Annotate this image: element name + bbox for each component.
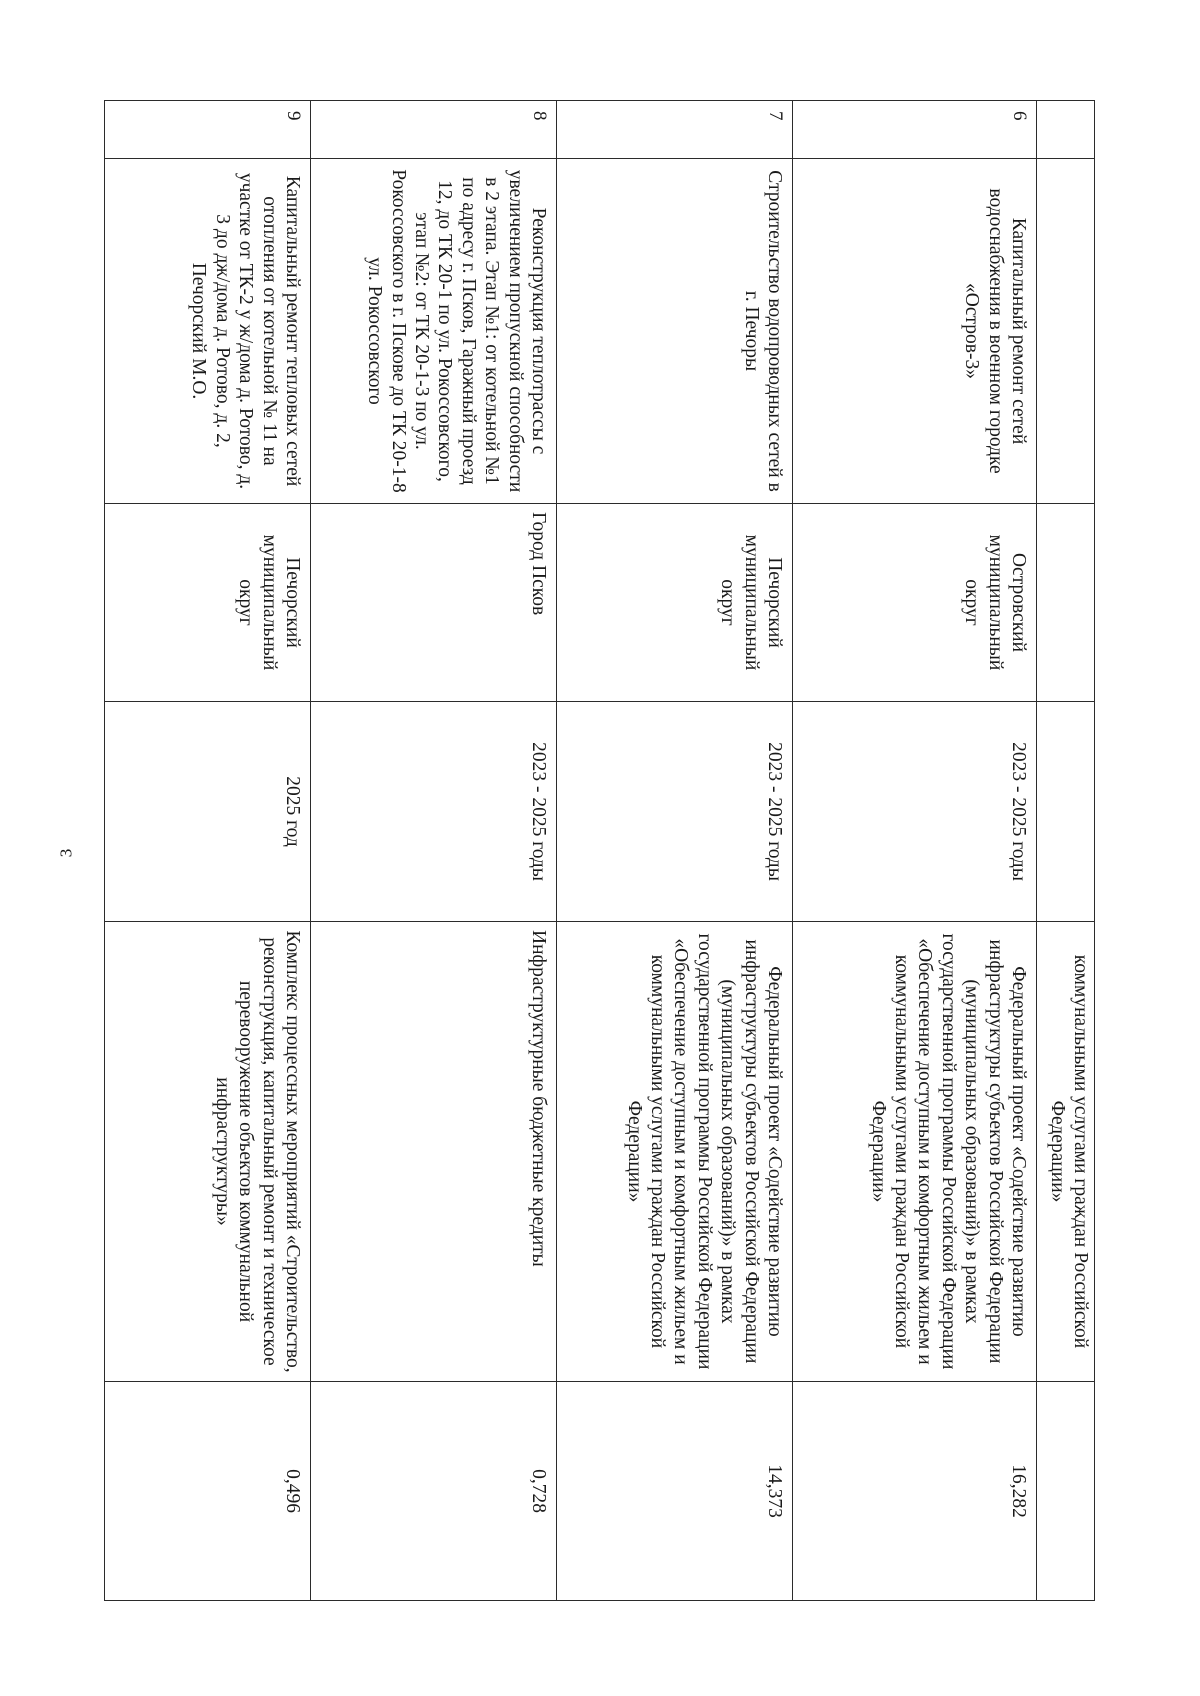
table-row bbox=[105, 101, 311, 1601]
cell-num: 9 bbox=[105, 101, 311, 159]
cell-num bbox=[1037, 101, 1095, 159]
cell-years: 2023 - 2025 годы bbox=[557, 702, 793, 922]
cell-num: 8 bbox=[311, 101, 557, 159]
cell-funding-source: Инфраструктурные бюджетные кредиты bbox=[311, 922, 557, 1382]
cell-num: 6 bbox=[793, 101, 1037, 159]
cell-name: Реконструкция теплотрассы с увеличением пропускной способности в 2 этапа. Этап №1: от котельной №1 по адресу г. Псков, Гаражный проезд 12, до ТК 20-1 по ул. Рокоссовского, этап №2: от ТК 20-1-3 по ул. Рокоссовского в г. Пскове до ТК 20-1-8 ул. Рокоссовского bbox=[311, 159, 557, 504]
cell-value: 16,282 bbox=[793, 1382, 1037, 1601]
cell-years bbox=[1037, 702, 1095, 922]
table-row bbox=[793, 101, 1037, 1601]
cell-years: 2023 - 2025 годы bbox=[311, 702, 557, 922]
rotated-table-container bbox=[105, 100, 1095, 1600]
cell-municipality: Город Псков bbox=[311, 504, 557, 702]
cell-funding-source: Федеральный проект «Содействие развитию инфраструктуры субъектов Российской Федерации (муниципальных образований)» в рамках государственной программы Российской Федерации «Обеспечение доступным и комфортным жильем и коммунальными услугами граждан Российской Федерации» bbox=[793, 922, 1037, 1382]
cell-value: 0,728 bbox=[311, 1382, 557, 1601]
cell-years: 2023 - 2025 годы bbox=[793, 702, 1037, 922]
cell-municipality: Островский муниципальный округ bbox=[793, 504, 1037, 702]
cell-name bbox=[1037, 159, 1095, 504]
cell-name: Капитальный ремонт тепловых сетей отопления от котельной № 11 на участке от ТК-2 у ж/дома д. Ротово, д. 3 до дж/дома д. Ротово, д. 2, Печорский М.О. bbox=[105, 159, 311, 504]
cell-value bbox=[1037, 1382, 1095, 1601]
cell-value: 14,373 bbox=[557, 1382, 793, 1601]
table-row bbox=[557, 101, 793, 1601]
cell-years: 2025 год bbox=[105, 702, 311, 922]
cell-funding-source: Комплекс процессных мероприятий «Строительство, реконструкция, капитальный ремонт и техническое перевооружение объектов коммунальной инфраструктуры» bbox=[105, 922, 311, 1382]
cell-municipality bbox=[1037, 504, 1095, 702]
cell-municipality: Печорский муниципальный округ bbox=[105, 504, 311, 702]
table-row bbox=[311, 101, 557, 1601]
table-row-continuation bbox=[1037, 101, 1095, 1601]
page-number: 3 bbox=[56, 848, 76, 858]
cell-name: Строительство водопроводных сетей в г. Печоры bbox=[557, 159, 793, 504]
projects-table bbox=[104, 100, 1095, 1601]
cell-value: 0,496 bbox=[105, 1382, 311, 1601]
cell-municipality: Печорский муниципальный округ bbox=[557, 504, 793, 702]
cell-name: Капитальный ремонт сетей водоснабжения в военном городке «Остров-3» bbox=[793, 159, 1037, 504]
cell-funding-source: коммунальными услугами граждан Российской Федерации» bbox=[1037, 922, 1095, 1382]
cell-num: 7 bbox=[557, 101, 793, 159]
cell-funding-source: Федеральный проект «Содействие развитию инфраструктуры субъектов Российской Федерации (муниципальных образований)» в рамках государственной программы Российской Федерации «Обеспечение доступным и комфортным жильем и коммунальными услугами граждан Российской Федерации» bbox=[557, 922, 793, 1382]
